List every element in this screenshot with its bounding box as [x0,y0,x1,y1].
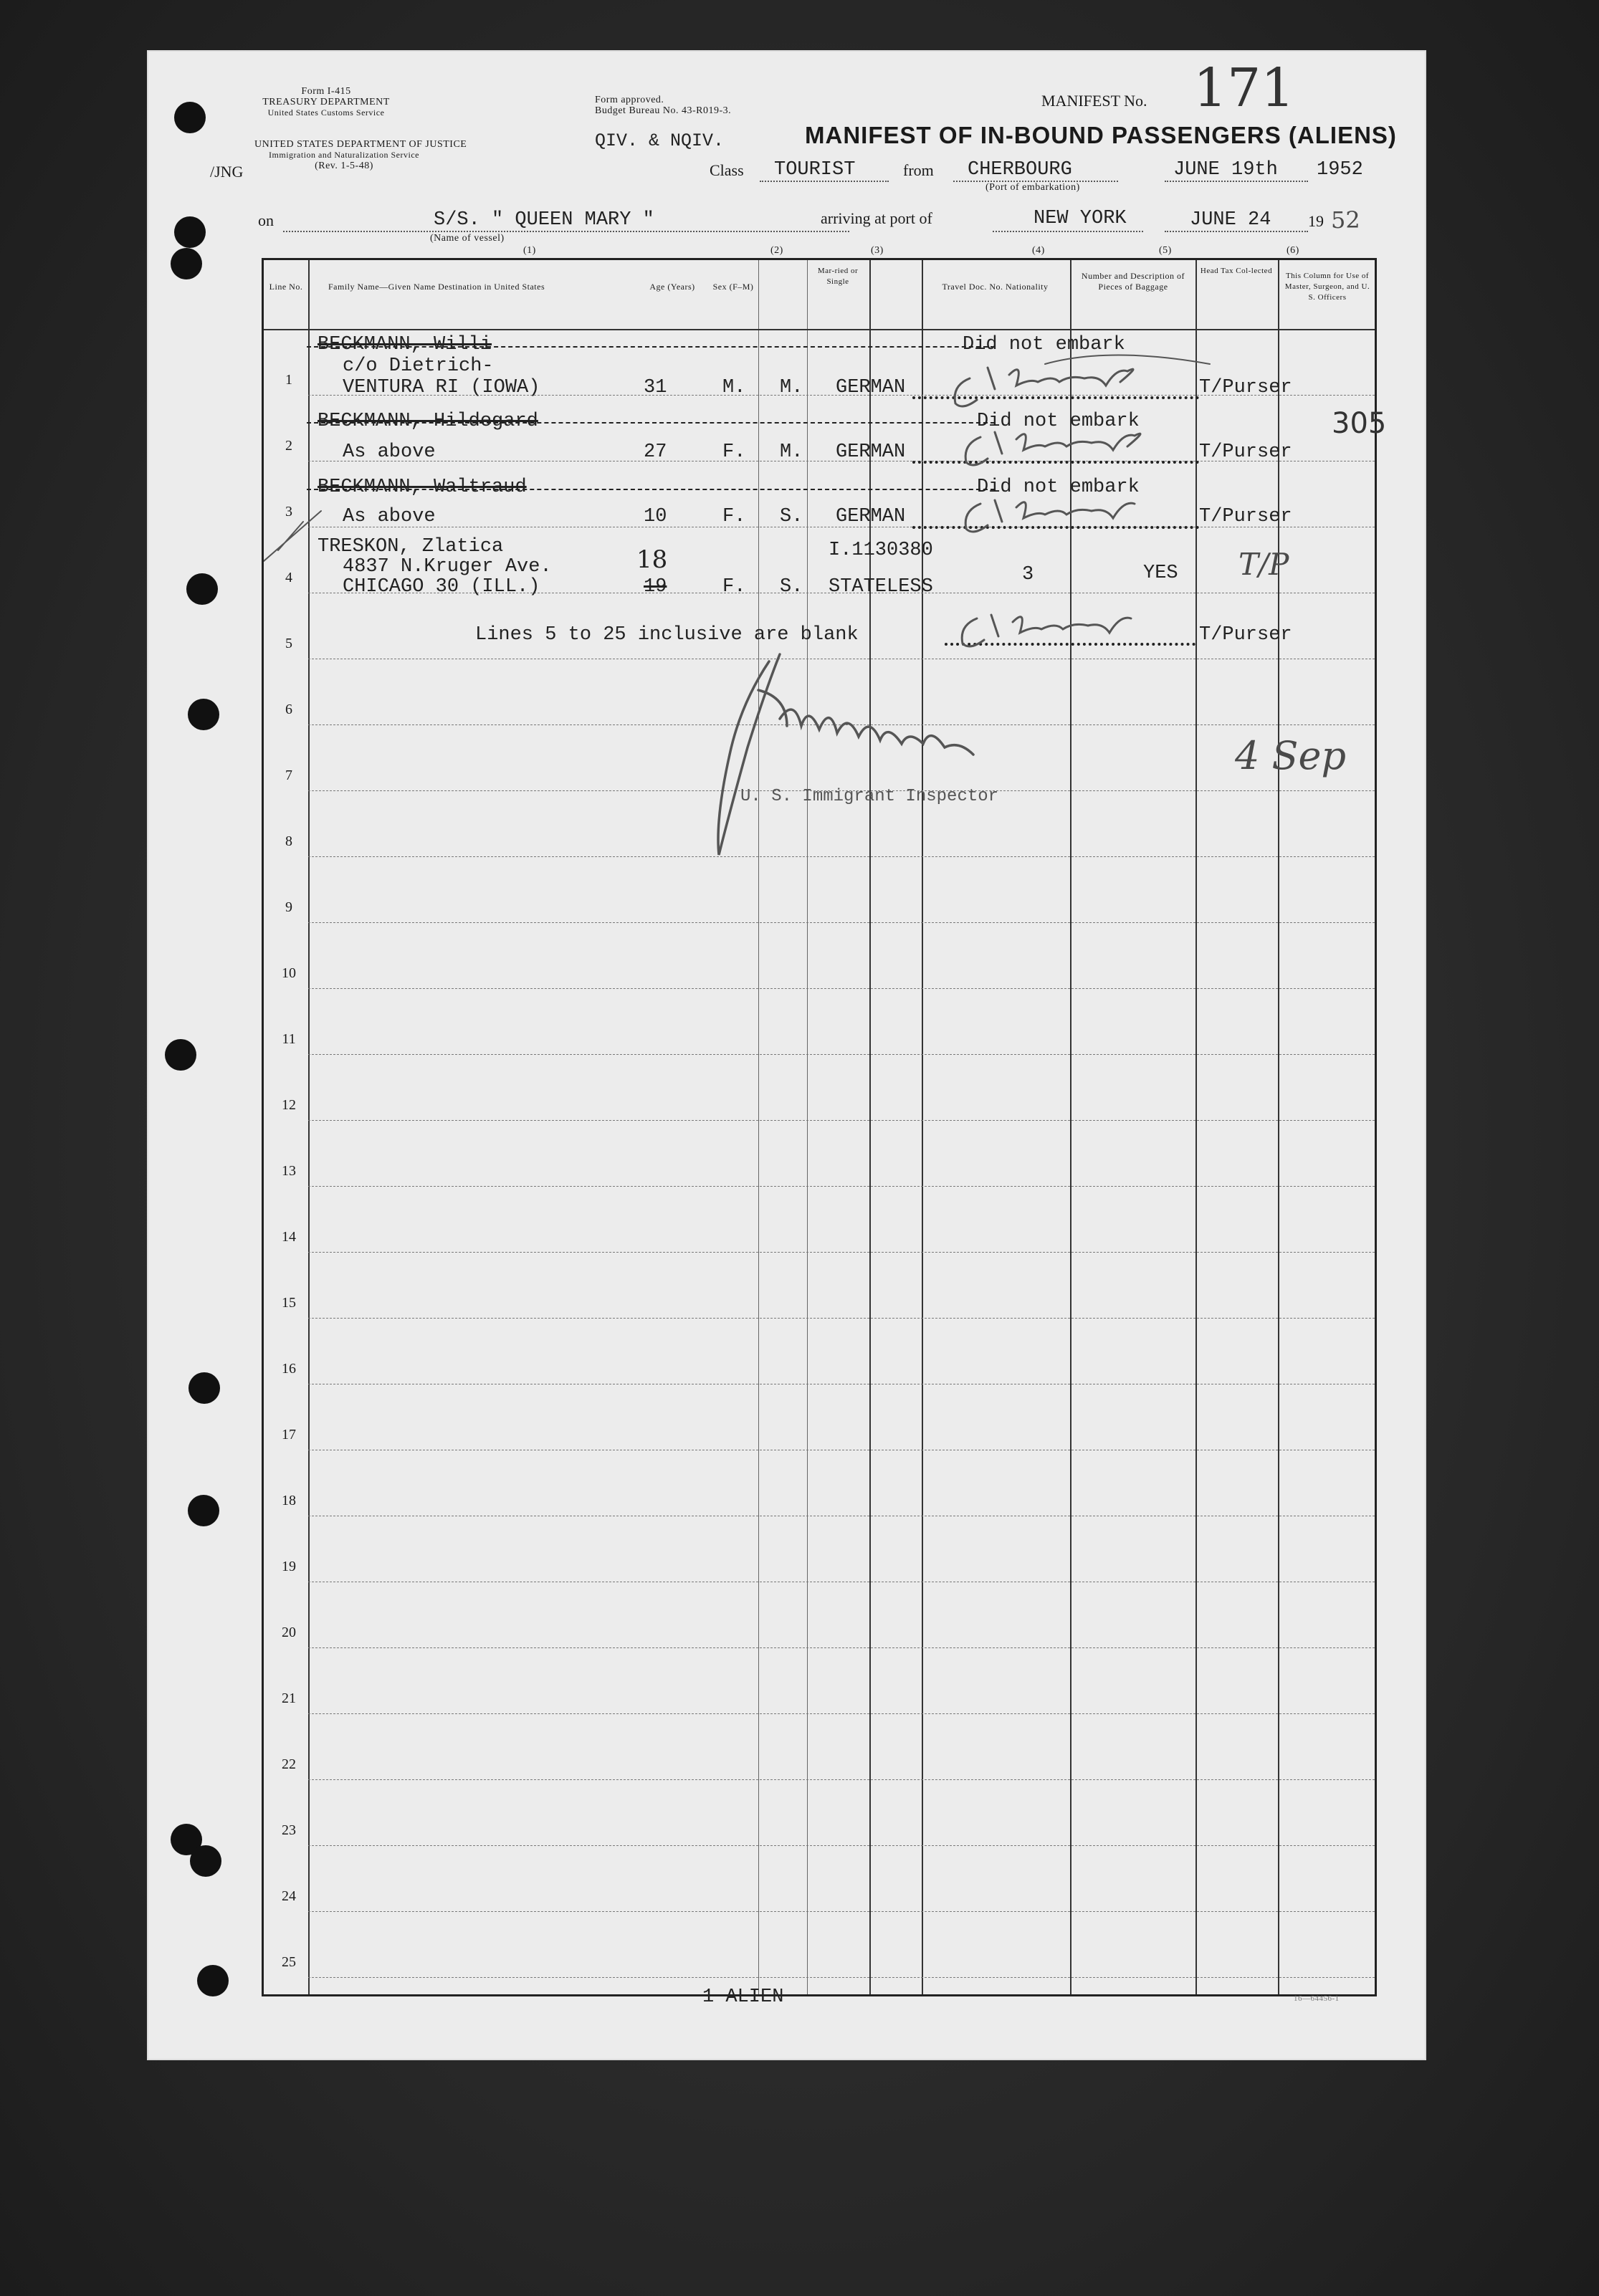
passenger-address: VENTURA RI (IOWA) [343,377,540,398]
col-header-line-no: Line No. [269,282,303,292]
treasury-dept: TREASURY DEPARTMENT [262,97,390,107]
baggage-note: Did not embark [977,411,1140,432]
row-rule [308,1713,1375,1714]
line-number: 15 [282,1295,296,1311]
ins-service: Immigration and Naturalization Service [269,150,419,160]
line-number: 1 [285,372,292,388]
passenger-table [262,258,1387,1996]
handwritten-signatures [264,260,1375,905]
signature-date: 4 Sep [1235,733,1347,778]
punch-hole [190,1845,221,1877]
passenger-name: BECKMANN, Hildegard [318,411,538,432]
row-rule [308,1252,1375,1253]
line-number: 20 [282,1625,296,1640]
budget-number: Budget Bureau No. 43-R019-3. [595,105,732,116]
arrival-year: 52 [1331,206,1360,234]
arrival-date: JUNE 24 [1190,209,1271,231]
passenger-nationality: GERMAN [836,377,906,398]
passenger-name: BECKMANN, Waltraud [318,477,527,498]
punch-hole [165,1039,196,1071]
row-rule [308,1911,1375,1912]
vessel-name: S/S. " QUEEN MARY " [434,209,654,231]
passenger-marital: M. [780,441,803,463]
col-marker: (1) [523,245,536,256]
line-number: 18 [282,1493,296,1508]
passenger-address: c/o Dietrich- [343,355,494,377]
baggage-count: 3 [1022,564,1034,585]
port-of-embarkation: CHERBOURG [968,159,1072,181]
departure-date: JUNE 19th [1173,159,1278,181]
passenger-address: As above [343,441,436,463]
row-rule [308,1318,1375,1319]
col-header-age: Age (Years) [649,282,695,292]
row-rule [308,1054,1375,1055]
punch-hole [171,248,202,279]
row-rule [308,988,1375,989]
justice-dept: UNITED STATES DEPARTMENT OF JUSTICE [254,139,467,150]
passenger-name: BECKMANN, Willi [318,334,492,355]
arrival-year-prefix: 19 [1308,212,1324,230]
print-code: 16—64456-1 [1294,1994,1340,2003]
passenger-marital: S. [780,576,803,598]
inspector-title: U. S. Immigrant Inspector [740,787,999,806]
class-label: Class [710,161,744,179]
official-initials: T/P [1238,547,1289,582]
line-number: 2 [285,438,292,454]
row-rule [308,1779,1375,1780]
passenger-sex: F. [722,441,746,463]
passenger-age: 31 [644,377,667,398]
passenger-marital: M. [780,377,803,398]
punch-hole [188,1495,219,1526]
vessel-note: (Name of vessel) [430,233,505,244]
line-number: 8 [285,833,292,849]
col-header-official: This Column for Use of Master, Surgeon, and U. S. Officers [1284,272,1370,302]
approval-block [595,95,731,116]
col-marker: (6) [1287,245,1299,256]
col-marker: (3) [871,245,884,256]
punch-hole [188,699,219,730]
row-rule [308,1120,1375,1121]
line-number: 22 [282,1756,296,1772]
passenger-nationality: STATELESS [829,576,933,598]
passenger-name: TRESKON, Zlatica [318,536,504,558]
class-value: TOURIST [774,159,856,181]
passenger-age: 10 [644,506,667,527]
passenger-nationality: GERMAN [836,441,906,463]
header-justice [254,139,467,171]
passenger-age-corrected: 18 [636,545,668,574]
line-number: 16 [282,1361,296,1377]
port-embark-note: (Port of embarkation) [985,182,1080,193]
departure-year: 1952 [1317,159,1363,181]
punch-hole [174,216,206,248]
col-header-travel-doc: Travel Doc. No. Nationality [942,282,1049,292]
col-header-sex: Sex (F–M) [712,282,754,292]
row-rule [308,1647,1375,1648]
row-rule [308,1186,1375,1187]
line-number: 13 [282,1163,296,1179]
line-number: 17 [282,1427,296,1443]
passenger-nationality: GERMAN [836,506,906,527]
line-number: 4 [285,570,292,585]
on-label: on [258,211,274,229]
line-number: 25 [282,1954,296,1970]
line-number: 5 [285,636,292,651]
official-note: T/Purser [1199,377,1292,398]
baggage-note: Did not embark [963,334,1125,355]
passenger-sex: M. [722,377,746,398]
line-number: 12 [282,1097,296,1113]
row-rule [308,922,1375,923]
form-number: Form I-415 [301,86,351,97]
manifest-number: 171 [1193,57,1295,119]
head-tax-collected: YES [1143,563,1178,584]
baggage-note: Did not embark [977,477,1140,498]
arriving-label: arriving at port of [821,209,932,227]
from-label: from [903,161,934,179]
line-number: 6 [285,702,292,717]
line-number: 23 [282,1822,296,1838]
col-marker: (2) [770,245,783,256]
customs-service: United States Customs Service [267,107,385,118]
row-rule [308,1845,1375,1846]
col-marker: (5) [1159,245,1172,256]
col-header-head-tax: Head Tax Col-lected [1200,267,1273,275]
arrival-port: NEW YORK [1034,208,1127,229]
line-number: 9 [285,899,292,915]
manifest-no-label: MANIFEST No. [1041,92,1147,110]
passenger-age: 27 [644,441,667,463]
official-note: T/Purser [1199,506,1292,527]
col-header-baggage: Number and Description of Pieces of Baggage [1081,271,1185,292]
initials: /JNG [210,163,244,181]
manifest-title: MANIFEST OF IN-BOUND PASSENGERS (ALIENS) [805,122,1397,148]
line-number: 3 [285,504,292,520]
row-rule [308,1977,1375,1978]
line-number: 7 [285,767,292,783]
passenger-sex: F. [722,576,746,598]
passenger-sex: F. [722,506,746,527]
quota-classification: QIV. & NQIV. [595,130,725,151]
passenger-marital: S. [780,506,803,527]
blank-lines-note: Lines 5 to 25 inclusive are blank [475,624,859,646]
line-number: 14 [282,1229,296,1245]
revision: (Rev. 1-5-48) [315,161,373,171]
passenger-address: 4837 N.Kruger Ave. [343,556,552,578]
col-header-name: Family Name—Given Name Destination in United States [328,282,545,292]
passenger-address: As above [343,506,436,527]
line-number: 24 [282,1888,296,1904]
form-approved: Form approved. [595,95,664,105]
punch-hole [186,573,218,605]
punch-hole [197,1965,229,1996]
alien-total: 1 ALIEN [702,1986,784,2008]
col-header-married: Mar-ried or Single [817,267,859,286]
line-number: 19 [282,1559,296,1574]
manifest-sheet [147,50,1426,2060]
margin-number: 305 [1332,407,1387,440]
line-number: 11 [282,1031,296,1047]
passenger-age: 19 [644,576,667,598]
col-marker: (4) [1032,245,1045,256]
travel-doc-number: I.1130380 [829,540,933,561]
header-departments [247,86,405,118]
official-note: T/Purser [1199,624,1292,646]
line-number: 10 [282,965,296,981]
punch-hole [174,102,206,133]
passenger-address: CHICAGO 30 (ILL.) [343,576,540,598]
official-note: T/Purser [1199,441,1292,463]
punch-hole [188,1372,220,1404]
line-number: 21 [282,1690,296,1706]
